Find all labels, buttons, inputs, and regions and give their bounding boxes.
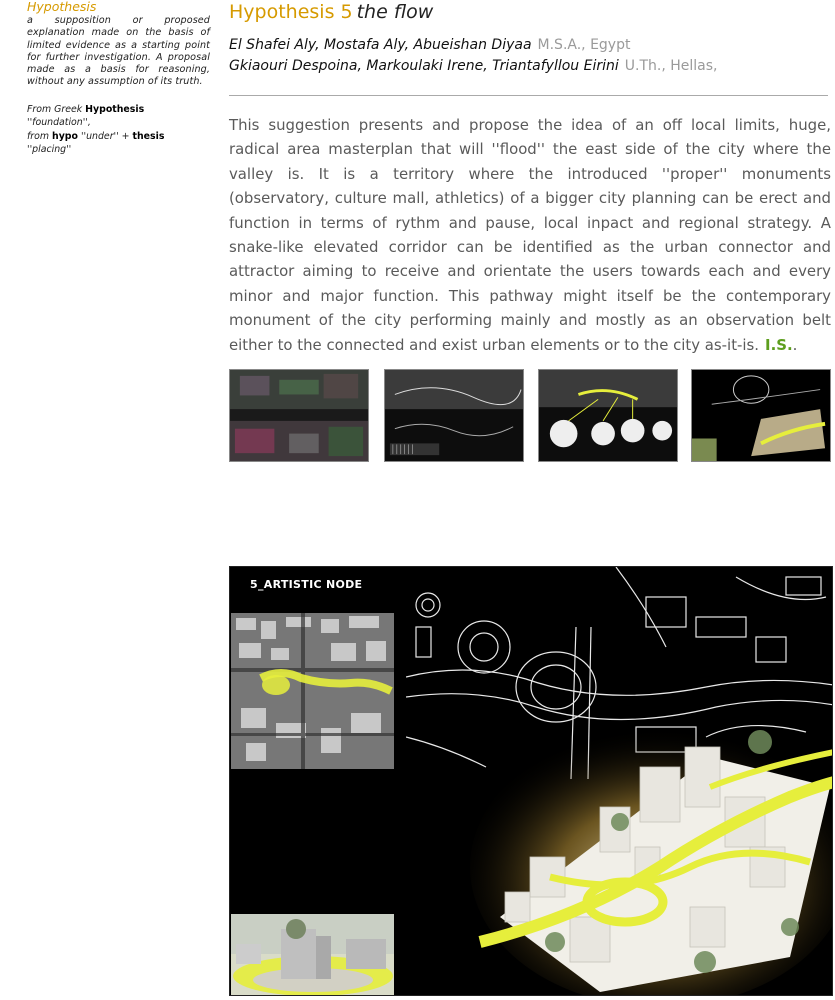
massing-model-3d bbox=[460, 727, 833, 996]
body-paragraph: This suggestion presents and propose the idea of an off local limits, huge, radical area masterplan that will ''flood'' the east side of the city where the valley is. It is a territory where the introduced ''proper'' monuments (observatory, culture mall, athletics) of a bigger city planning can be erect and function in terms of rythm and pause, local inpact and regional strategy. A snake-like elevated corridor can be identified as the urban connector and attractor aiming to receive and orientate the users towards each and every minor and major function. This pathway might itself be the contemporary monument of the city performing mainly and mostly as an observation belt either to the connected and exist urban elements or to the city as-it-is. I.S.. bbox=[229, 116, 831, 354]
thumbnail-3-image bbox=[539, 370, 677, 461]
signature: I.S. bbox=[765, 335, 793, 354]
thumbnail-4[interactable] bbox=[691, 369, 831, 462]
aerial-photo bbox=[231, 613, 394, 769]
thumbnail-2-image bbox=[385, 370, 523, 461]
thumbnail-1[interactable] bbox=[229, 369, 369, 462]
corridor-render bbox=[231, 914, 394, 996]
hypothesis-subtitle: the flow bbox=[356, 1, 434, 23]
divider bbox=[229, 95, 828, 96]
definition-sidebar bbox=[27, 0, 210, 156]
panel-title: 5_ARTISTIC NODE bbox=[250, 578, 363, 591]
artistic-node-panel bbox=[229, 566, 833, 996]
etym-thesis: thesis bbox=[132, 130, 165, 142]
etymology: From Greek Hypothesis ''foundation'', from hypo ''under'' + thesis ''placing'' bbox=[27, 103, 165, 155]
page-title bbox=[229, 1, 433, 23]
thumbnail-1-image bbox=[230, 370, 368, 461]
hypothesis-number: Hypothesis 5 bbox=[229, 1, 353, 23]
affiliation-2: U.Th., Hellas, bbox=[624, 58, 718, 74]
affiliation-1: M.S.A., Egypt bbox=[537, 37, 631, 53]
authors-line-1: El Shafei Aly, Mostafa Aly, Abueishan Diyaa bbox=[229, 37, 532, 53]
authors-line-2: Gkiaouri Despoina, Markoulaki Irene, Triantafyllou Eirini bbox=[229, 58, 619, 74]
definition-term: Hypothesis bbox=[27, 0, 97, 14]
thumbnail-2[interactable] bbox=[384, 369, 524, 462]
thumbnail-3[interactable] bbox=[538, 369, 678, 462]
thumbnail-4-image bbox=[692, 370, 830, 461]
etym-word: Hypothesis bbox=[85, 103, 145, 115]
authors bbox=[229, 35, 717, 77]
etym-hypo: hypo bbox=[52, 130, 78, 142]
body-text: This suggestion presents and propose the idea of an off local limits, huge, radical area masterplan that will ''flood'' the east side of the city where the valley is. It is a territory where the introduced ''proper'' monuments (observatory, culture mall, athletics) of a bigger city planning can be erect and function in terms of rythm and pause, local inpact and regional strategy. A snake-like elevated corridor can be identified as the urban connector and attractor aiming to receive and orientate the users towards each and every minor and major function. This pathway might itself be the contemporary monument of the city performing mainly and mostly as an observation belt either to the connected and exist urban elements or to the city as-it-is. bbox=[229, 116, 831, 354]
definition-meaning: a supposition or proposed explanation made on the basis of limited evidence as a starting point for further investigation. A proposal made as a basis for reasoning, without any assumption of its truth. bbox=[27, 15, 210, 88]
